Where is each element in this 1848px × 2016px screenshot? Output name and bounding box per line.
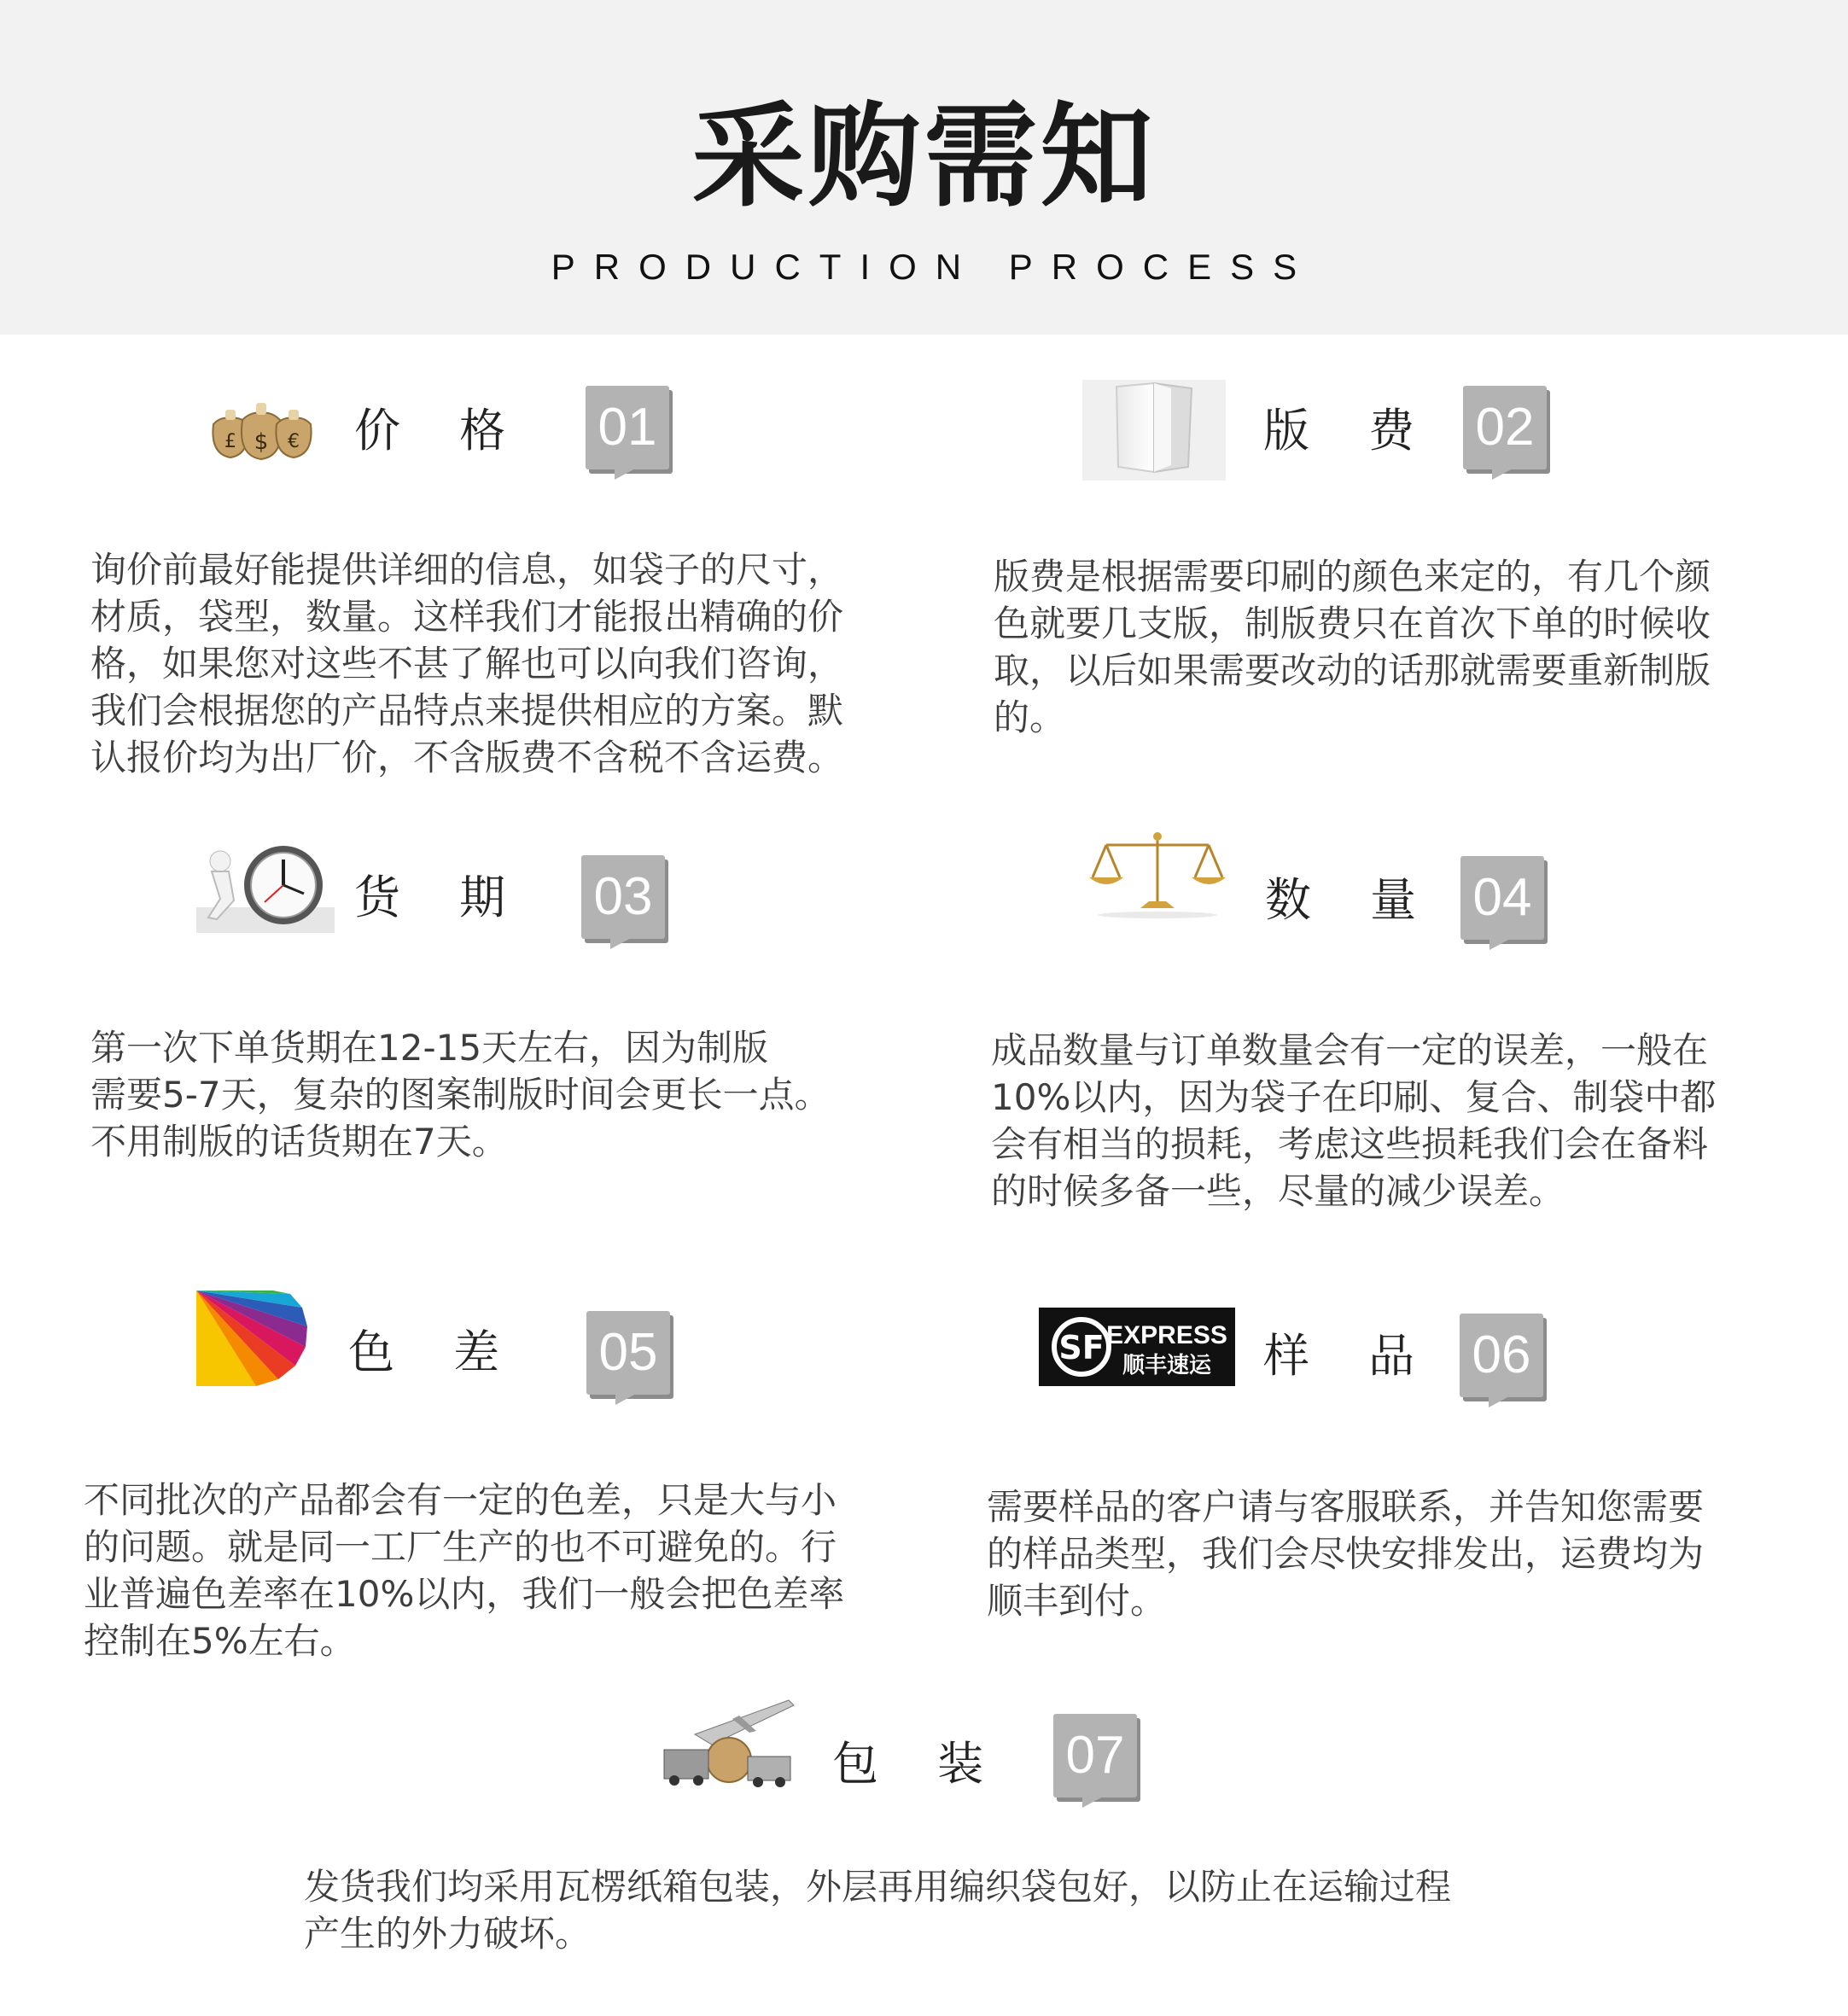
section-label-quantity: 数 量: [1265, 873, 1439, 927]
section-text-samples: 需要样品的客户请与客服联系，并告知您需要 的样品类型，我们会尽快安排发出，运费均为 顺丰到付。: [987, 1486, 1705, 1622]
section-label-color-difference: 色 差: [348, 1326, 522, 1379]
money-bags-icon: [205, 386, 316, 463]
section-text-lead-time: 第一次下单货期在12-15天左右，因为制版 需要5-7天，复杂的图案制版时间会更长一点。 不用制版的话货期在7天。: [90, 1027, 831, 1162]
shipping-icon: [661, 1697, 797, 1791]
svg-text:EXPRESS: EXPRESS: [1106, 1321, 1227, 1349]
sf-express-logo: [1039, 1308, 1235, 1386]
step-badge-03: 03: [581, 855, 665, 939]
svg-text:$: $: [254, 429, 269, 455]
step-badge-02: 02: [1463, 386, 1547, 469]
step-badge-07: 07: [1053, 1714, 1137, 1798]
step-badge-01: 01: [586, 386, 669, 469]
svg-text:顺丰速运: 顺丰速运: [1122, 1353, 1212, 1378]
step-badge-04: 04: [1460, 856, 1544, 940]
section-label-samples: 样 品: [1263, 1329, 1437, 1383]
svg-text:£: £: [224, 431, 236, 452]
paper-bag-icon: [1082, 380, 1226, 481]
svg-text:€: €: [288, 431, 300, 452]
section-label-price: 价 格: [354, 404, 528, 457]
color-swatch-icon: [196, 1291, 309, 1386]
section-text-quantity: 成品数量与订单数量会有一定的误差，一般在 10%以内，因为袋子在印刷、复合、制袋中都 会有相当的损耗，考虑这些损耗我们会在备料 的时候多备一些，尽量的减少误差。: [991, 1029, 1717, 1212]
scale-icon: [1081, 830, 1234, 922]
section-label-lead-time: 货 期: [354, 871, 528, 924]
section-text-price: 询价前最好能提供详细的信息，如袋子的尺寸， 材质，袋型，数量。这样我们才能报出精确的价 格，如果您对这些不甚了解也可以向我们咨询， 我们会根据您的产品特点来提供相应的方案。默 认报价均为出厂价，不含版费不含税不含运费。: [90, 549, 844, 778]
clock-icon: [196, 841, 335, 933]
section-text-packaging: 发货我们均采用瓦楞纸箱包装，外层再用编织袋包好，以防止在运输过程 产生的外力破坏。: [304, 1866, 1452, 1955]
step-badge-06: 06: [1460, 1314, 1543, 1397]
page-title: 采购需知: [691, 91, 1157, 223]
page-subtitle: PRODUCTION PROCESS: [551, 247, 1316, 287]
section-label-plate-fee: 版 费: [1263, 404, 1437, 457]
section-text-color-difference: 不同批次的产品都会有一定的色差，只是大与小 的问题。就是同一工厂生产的也不可避免的。行 业普遍色差率在10%以内，我们一般会把色差率 控制在5%左右。: [84, 1479, 845, 1662]
step-badge-05: 05: [586, 1311, 670, 1395]
section-text-plate-fee: 版费是根据需要印刷的颜色来定的，有几个颜 色就要几支版，制版费只在首次下单的时候收 取，以后如果需要改动的话那就需要重新制版 的。: [994, 556, 1711, 738]
section-label-packaging: 包 装: [832, 1737, 1006, 1791]
svg-text:SF: SF: [1058, 1329, 1105, 1366]
